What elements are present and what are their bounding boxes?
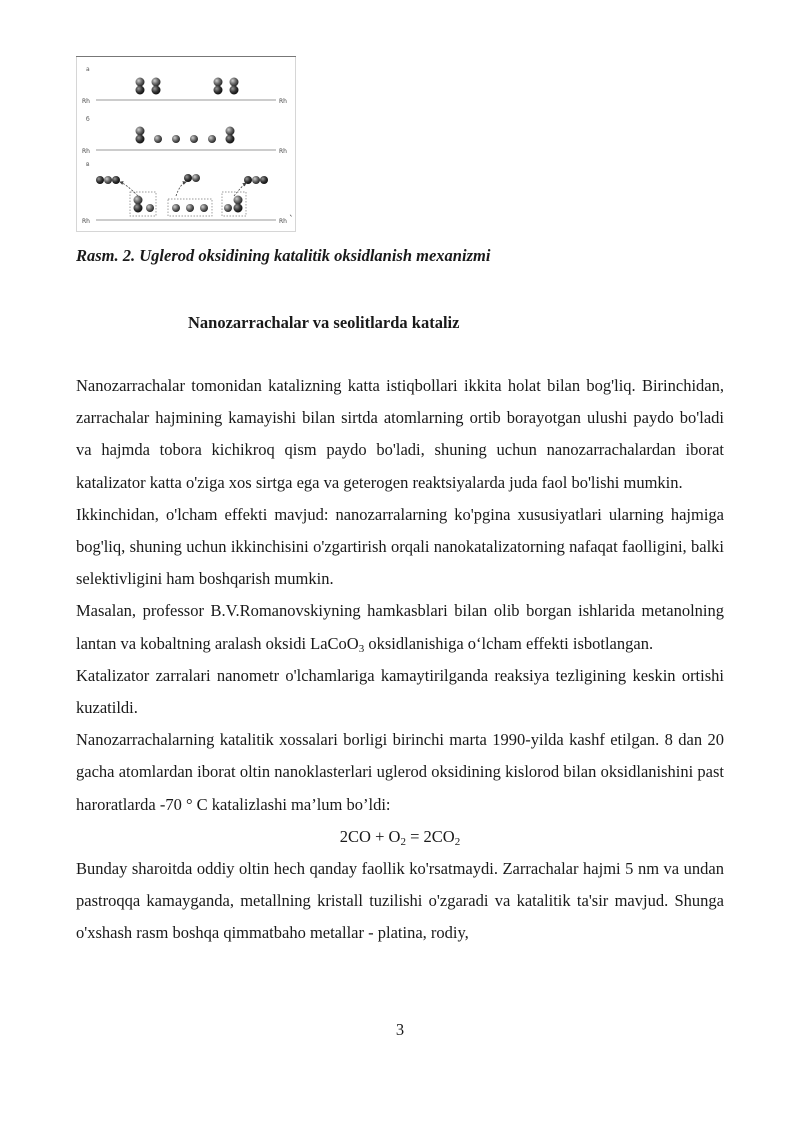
figure-caption: Rasm. 2. Uglerod oksidining katalitik oksidlanish mexanizmi [76,246,491,265]
paragraph-5: Nanozarrachalarning katalitik xossalari borligi birinchi marta 1990-yilda kashf etilgan. 8 dan 20 gacha atomlardan iborat oltin nanoklasterlari uglerod oksidining kislorod bilan oksidlanishini past haroratlarda -70 ° C katalizlashi ma’lum bo’ldi: [76,730,724,814]
paragraph-1: Nanozarrachalar tomonidan katalizning katta istiqbollari ikkita holat bilan bog'liq. Birinchidan, zarrachalar hajmining kamayishi bilan sirtda atomlarning ortib borayotgan ulushi paydo bo'ladi va hajmda tobora kichikroq qism paydo bo'ladi, shuning uchun nanozarrachalardan iborat katalizator katta o'ziga xos sirtga ega va geterogen reaktsiyalarda juda faol bo'lishi mumkin. [76,376,724,492]
rh-label-right-b: Rh [279,148,287,155]
equation-part-1: 2CO + O [339,826,401,846]
section-heading: Nanozarrachalar va seolitlarda kataliz [188,313,460,332]
paragraph-3-text-a: Masalan, professor B.V.Romanovskiyning hamkasblari bilan olib borgan ishlarida metanolning lantan va kobaltning aralash oksidi LaCoO [76,601,724,653]
panel-label-b: б [86,116,90,123]
rh-label-left-a: Rh [82,98,90,105]
rh-label-right-a: Rh [279,98,287,105]
figure-stray-mark: ` [289,215,294,225]
paragraph-3 [76,595,724,659]
body-text [76,370,724,950]
panel-label-a: a [86,66,90,73]
paragraph-6: Bunday sharoitda oddiy oltin hech qanday faollik ko'rsatmaydi. Zarrachalar hajmi 5 nm va undan pastroqqa kamayganda, metallning kristall tuzilishi o'zgaradi va katalitik ta'sir mavjud. Shunga o'xshash rasm boshqa qimmatbaho metallar - platina, rodiy, [76,859,724,943]
equation-subscript-1: 2 [400,835,406,848]
paragraph-2: Ikkinchidan, o'lcham effekti mavjud: nanozarralarning ko'pgina xususiyatlari ularning hajmiga bog'liq, shuning uchun ikkinchisini o'zgartirish orqali nanokatalizatorning nafaqat faolligini, balki selektivligini ham boshqarish mumkin. [76,504,724,589]
paragraph-3-text-b: oksidlanishiga o‘lcham effekti isbotlangan. [364,633,654,653]
equation-part-2: = 2CO [405,826,455,846]
panel-label-c: в [86,161,90,168]
equation-subscript-2: 2 [454,835,461,848]
rh-label-right-c: Rh [279,218,287,225]
paragraph-4: Katalizator zarralari nanometr o'lchamlariga kamaytirilganda reaksiya tezligining keskin ortishi kuzatildi. [76,665,724,718]
co-oxidation-mechanism-figure [76,56,296,232]
rh-label-left-b: Rh [82,148,90,155]
page-number: 3 [395,1020,405,1039]
figure-frame [77,57,296,232]
mechanism-diagram [76,56,296,232]
lacoo3-subscript: 3 [358,642,365,655]
reaction-equation [76,821,724,853]
rh-label-left-c: Rh [82,218,90,225]
